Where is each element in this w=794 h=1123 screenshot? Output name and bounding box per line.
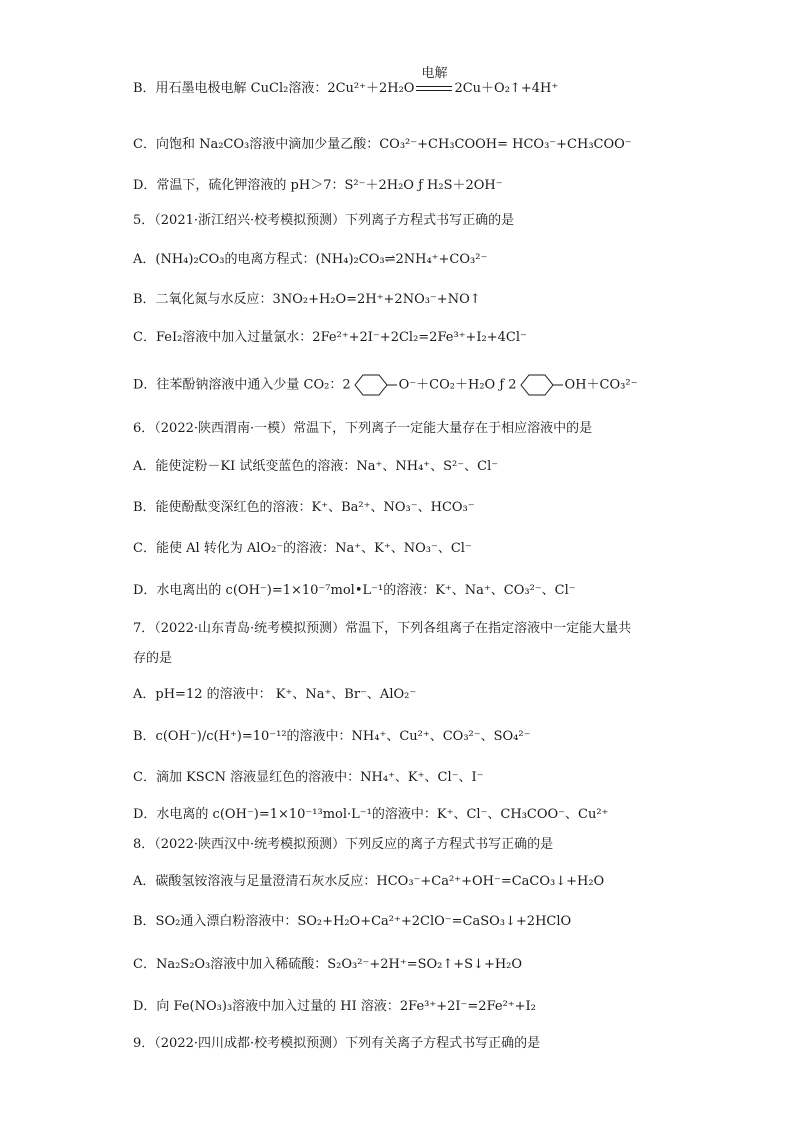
equation-left: B．用石墨电极电解 CuCl₂溶液：2Cu²⁺＋2H₂O (133, 81, 415, 96)
q5-option-b: B．二氧化氮与水反应：3NO₂+H₂O=2H⁺+2NO₃⁻+NO↑ (133, 292, 481, 307)
question-7-stem: 7．（2022·山东青岛·统考模拟预测）常温下，下列各组离子在指定溶液中一定能大量共 (133, 621, 632, 636)
q7-option-a: A．pH=12 的溶液中： K⁺、Na⁺、Br⁻、AlO₂⁻ (133, 687, 417, 702)
q5-option-c: C．FeI₂溶液中加入过量氯水：2Fe²⁺+2I⁻+2Cl₂=2Fe³⁺+I₂+4Cl⁻ (133, 330, 527, 345)
q8-option-b: B．SO₂通入漂白粉溶液中：SO₂+H₂O+Ca²⁺+2ClO⁻=CaSO₃↓+2HClO (133, 914, 572, 929)
electrolysis-label: 电解 (421, 66, 448, 81)
benzene-ring-icon (517, 372, 565, 398)
q6-option-b: B．能使酚酞变深红色的溶液：K⁺、Ba²⁺、NO₃⁻、HCO₃⁻ (133, 500, 475, 515)
electrolysis-arrow (416, 66, 452, 98)
question-5-stem: 5．（2021·浙江绍兴·校考模拟预测）下列离子方程式书写正确的是 (133, 213, 515, 228)
q6-option-c: C．能使 Al 转化为 AlO₂⁻的溶液：Na⁺、K⁺、NO₃⁻、Cl⁻ (133, 541, 472, 556)
question-9-stem: 9．（2022·四川成都·校考模拟预测）下列有关离子方程式书写正确的是 (133, 1036, 541, 1051)
q8-option-a: A．碳酸氢铵溶液与足量澄清石灰水反应：HCO₃⁻+Ca²⁺+OH⁻=CaCO₃↓+H₂O (133, 874, 605, 889)
q7-option-d: D．水电离的 c(OH⁻)=1×10⁻¹³mol·L⁻¹的溶液中：K⁺、Cl⁻、CH₃COO⁻、Cu²⁺ (133, 807, 609, 822)
option-c-sodium-carbonate: C．向饱和 Na₂CO₃溶液中滴加少量乙酸：CO₃²⁻+CH₃COOH= HCO₃⁻+CH₃COO⁻ (133, 137, 632, 152)
question-7-continuation: 存的是 (133, 651, 173, 666)
q8-option-d: D．向 Fe(NO₃)₃溶液中加入过量的 HI 溶液：2Fe³⁺+2I⁻=2Fe²⁺+I₂ (133, 999, 536, 1014)
option-d-potassium-sulfide: D．常温下，硫化钾溶液的 pH＞7：S²⁻＋2H₂O ƒ H₂S＋2OH⁻ (133, 178, 503, 193)
question-8-stem: 8．（2022·陕西汉中·统考模拟预测）下列反应的离子方程式书写正确的是 (133, 837, 554, 852)
q5d-suffix: OH＋CO₃²⁻ (564, 377, 638, 393)
q5-option-d (133, 372, 637, 398)
benzene-ring-icon (351, 372, 399, 398)
q6-option-d: D．水电离出的 c(OH⁻)=1×10⁻⁷mol•L⁻¹的溶液：K⁺、Na⁺、CO₃²⁻、Cl⁻ (133, 583, 576, 598)
q8-option-c: C．Na₂S₂O₃溶液中加入稀硫酸：S₂O₃²⁻+2H⁺=SO₂↑+S↓+H₂O (133, 957, 523, 972)
q5d-prefix: D．往苯酚钠溶液中通入少量 CO₂：2 (133, 377, 351, 393)
equation-right: 2Cu＋O₂↑+4H⁺ (454, 81, 559, 96)
option-b-electrolysis (133, 66, 559, 98)
q5d-middle: O⁻＋CO₂＋H₂O ƒ 2 (398, 377, 517, 393)
q6-option-a: A．能使淀粉－KI 试纸变蓝色的溶液：Na⁺、NH₄⁺、S²⁻、Cl⁻ (133, 459, 499, 474)
q5-option-a: A．(NH₄)₂CO₃的电离方程式：(NH₄)₂CO₃⇌2NH₄⁺+CO₃²⁻ (133, 252, 488, 267)
question-6-stem: 6．（2022·陕西渭南·一模）常温下，下列离子一定能大量存在于相应溶液中的是 (133, 421, 593, 436)
q7-option-c: C．滴加 KSCN 溶液显红色的溶液中：NH₄⁺、K⁺、Cl⁻、I⁻ (133, 770, 484, 785)
q7-option-b: B．c(OH⁻)/c(H⁺)=10⁻¹²的溶液中：NH₄⁺、Cu²⁺、CO₃²⁻、SO₄²⁻ (133, 729, 531, 744)
